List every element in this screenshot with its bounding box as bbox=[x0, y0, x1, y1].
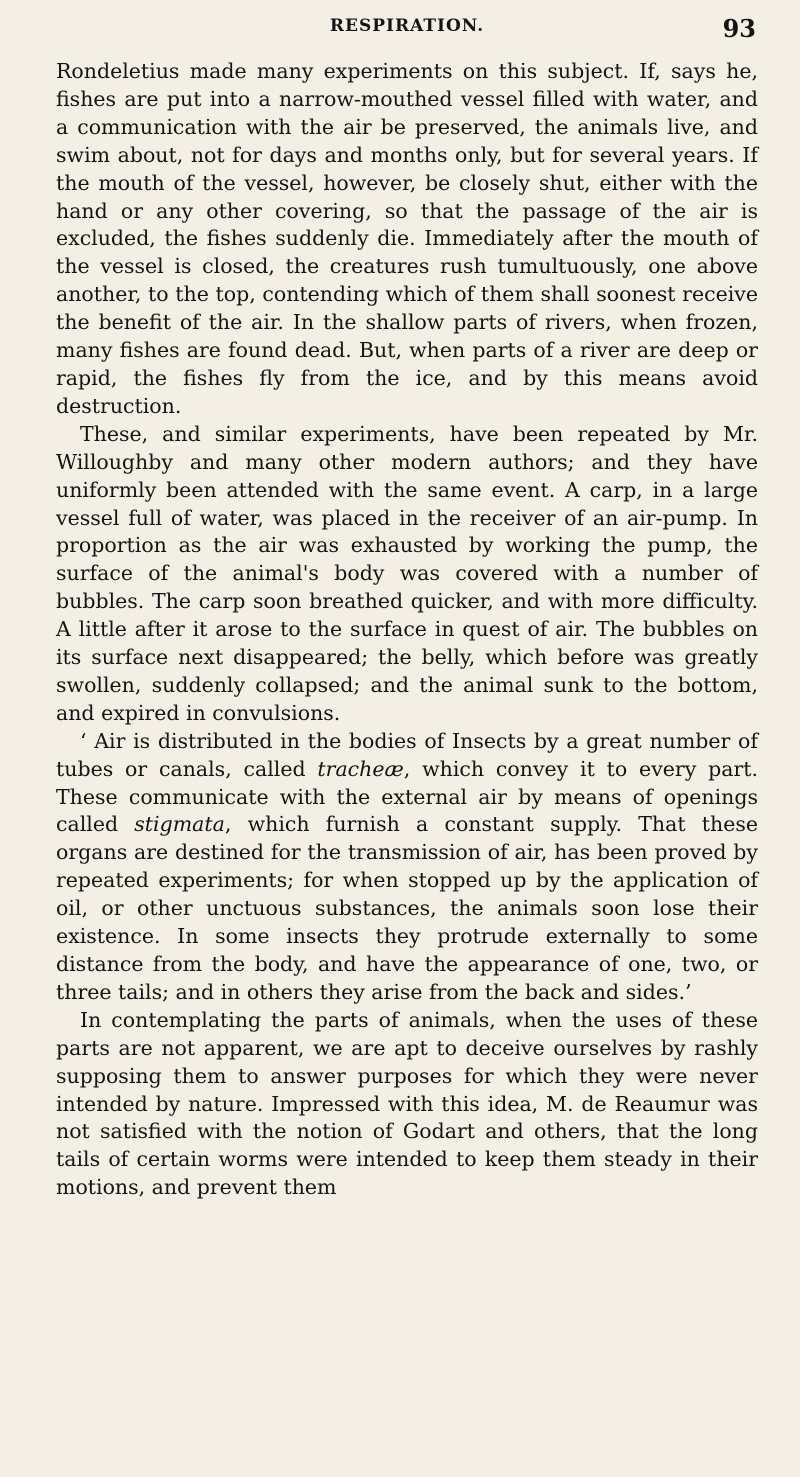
page-number: 93 bbox=[722, 14, 756, 43]
paragraph-reaumur: In contemplating the parts of animals, when the uses of these parts are not apparent, we are apt to deceive ourselves by rashly supposing them to answer purposes for which they were never intended by nature. Impressed with this idea, M. de Reaumur was not satisfied with the notion of Godart and others, that the long tails of certain worms were intended to keep them steady in their motions, and prevent them bbox=[56, 1007, 758, 1200]
term-stigmata: stigmata bbox=[134, 812, 225, 837]
paragraph-insects-part: , which convey it to every part. These communicate with the external air by means of openings called bbox=[56, 756, 758, 837]
paragraph-insects bbox=[56, 728, 758, 1007]
paragraph-carp-experiment: These, and similar experiments, have been repeated by Mr. Willoughby and many other modern authors; and they have uniformly been attended with the same event. A carp, in a large vessel full of water, was placed in the receiver of an air-pump. In proportion as the air was exhausted by working the pump, the surface of the animal's body was covered with a number of bubbles. The carp soon breathed quicker, and with more difficulty. A little after it arose to the surface in quest of air. The bubbles on its surface next disappeared; the belly, which before was greatly swollen, suddenly collapsed; and the animal sunk to the bottom, and expired in convulsions. bbox=[56, 421, 758, 725]
running-header bbox=[56, 16, 758, 56]
paragraph-insects-part: , which furnish a constant supply. That these organs are destined for the transmission of air, has been proved by repeated experiments; for when stopped up by the application of oil, or other unctuous substances, the animals soon lose their existence. In some insects they protrude externally to some distance from the body, and have the appearance of one, two, or three tails; and in others they arise from the back and sides.’ bbox=[56, 812, 758, 1004]
paragraph-insects-part: ‘ Air is distributed in the bodies of Insects by a great number of tubes or canals, called bbox=[56, 728, 758, 781]
running-title: RESPIRATION. bbox=[329, 16, 485, 36]
paragraph-rondeletius: Rondeletius made many experiments on this subject. If, says he, fishes are put into a narrow-mouthed vessel filled with water, and a communication with the air be preserved, the animals live, and swim about, not for days and months only, but for several years. If the mouth of the vessel, however, be closely shut, either with the hand or any other covering, so that the passage of the air is excluded, the fishes suddenly die. Immediately after the mouth of the vessel is closed, the creatures rush tumultuously, one above another, to the top, contending which of them shall soonest receive the benefit of the air. In the shallow parts of rivers, when frozen, many fishes are found dead. But, when parts of a river are deep or rapid, the fishes fly from the ice, and by this means avoid destruction. bbox=[56, 59, 758, 418]
term-tracheae: tracheæ bbox=[317, 756, 404, 781]
body-text bbox=[56, 58, 758, 1202]
